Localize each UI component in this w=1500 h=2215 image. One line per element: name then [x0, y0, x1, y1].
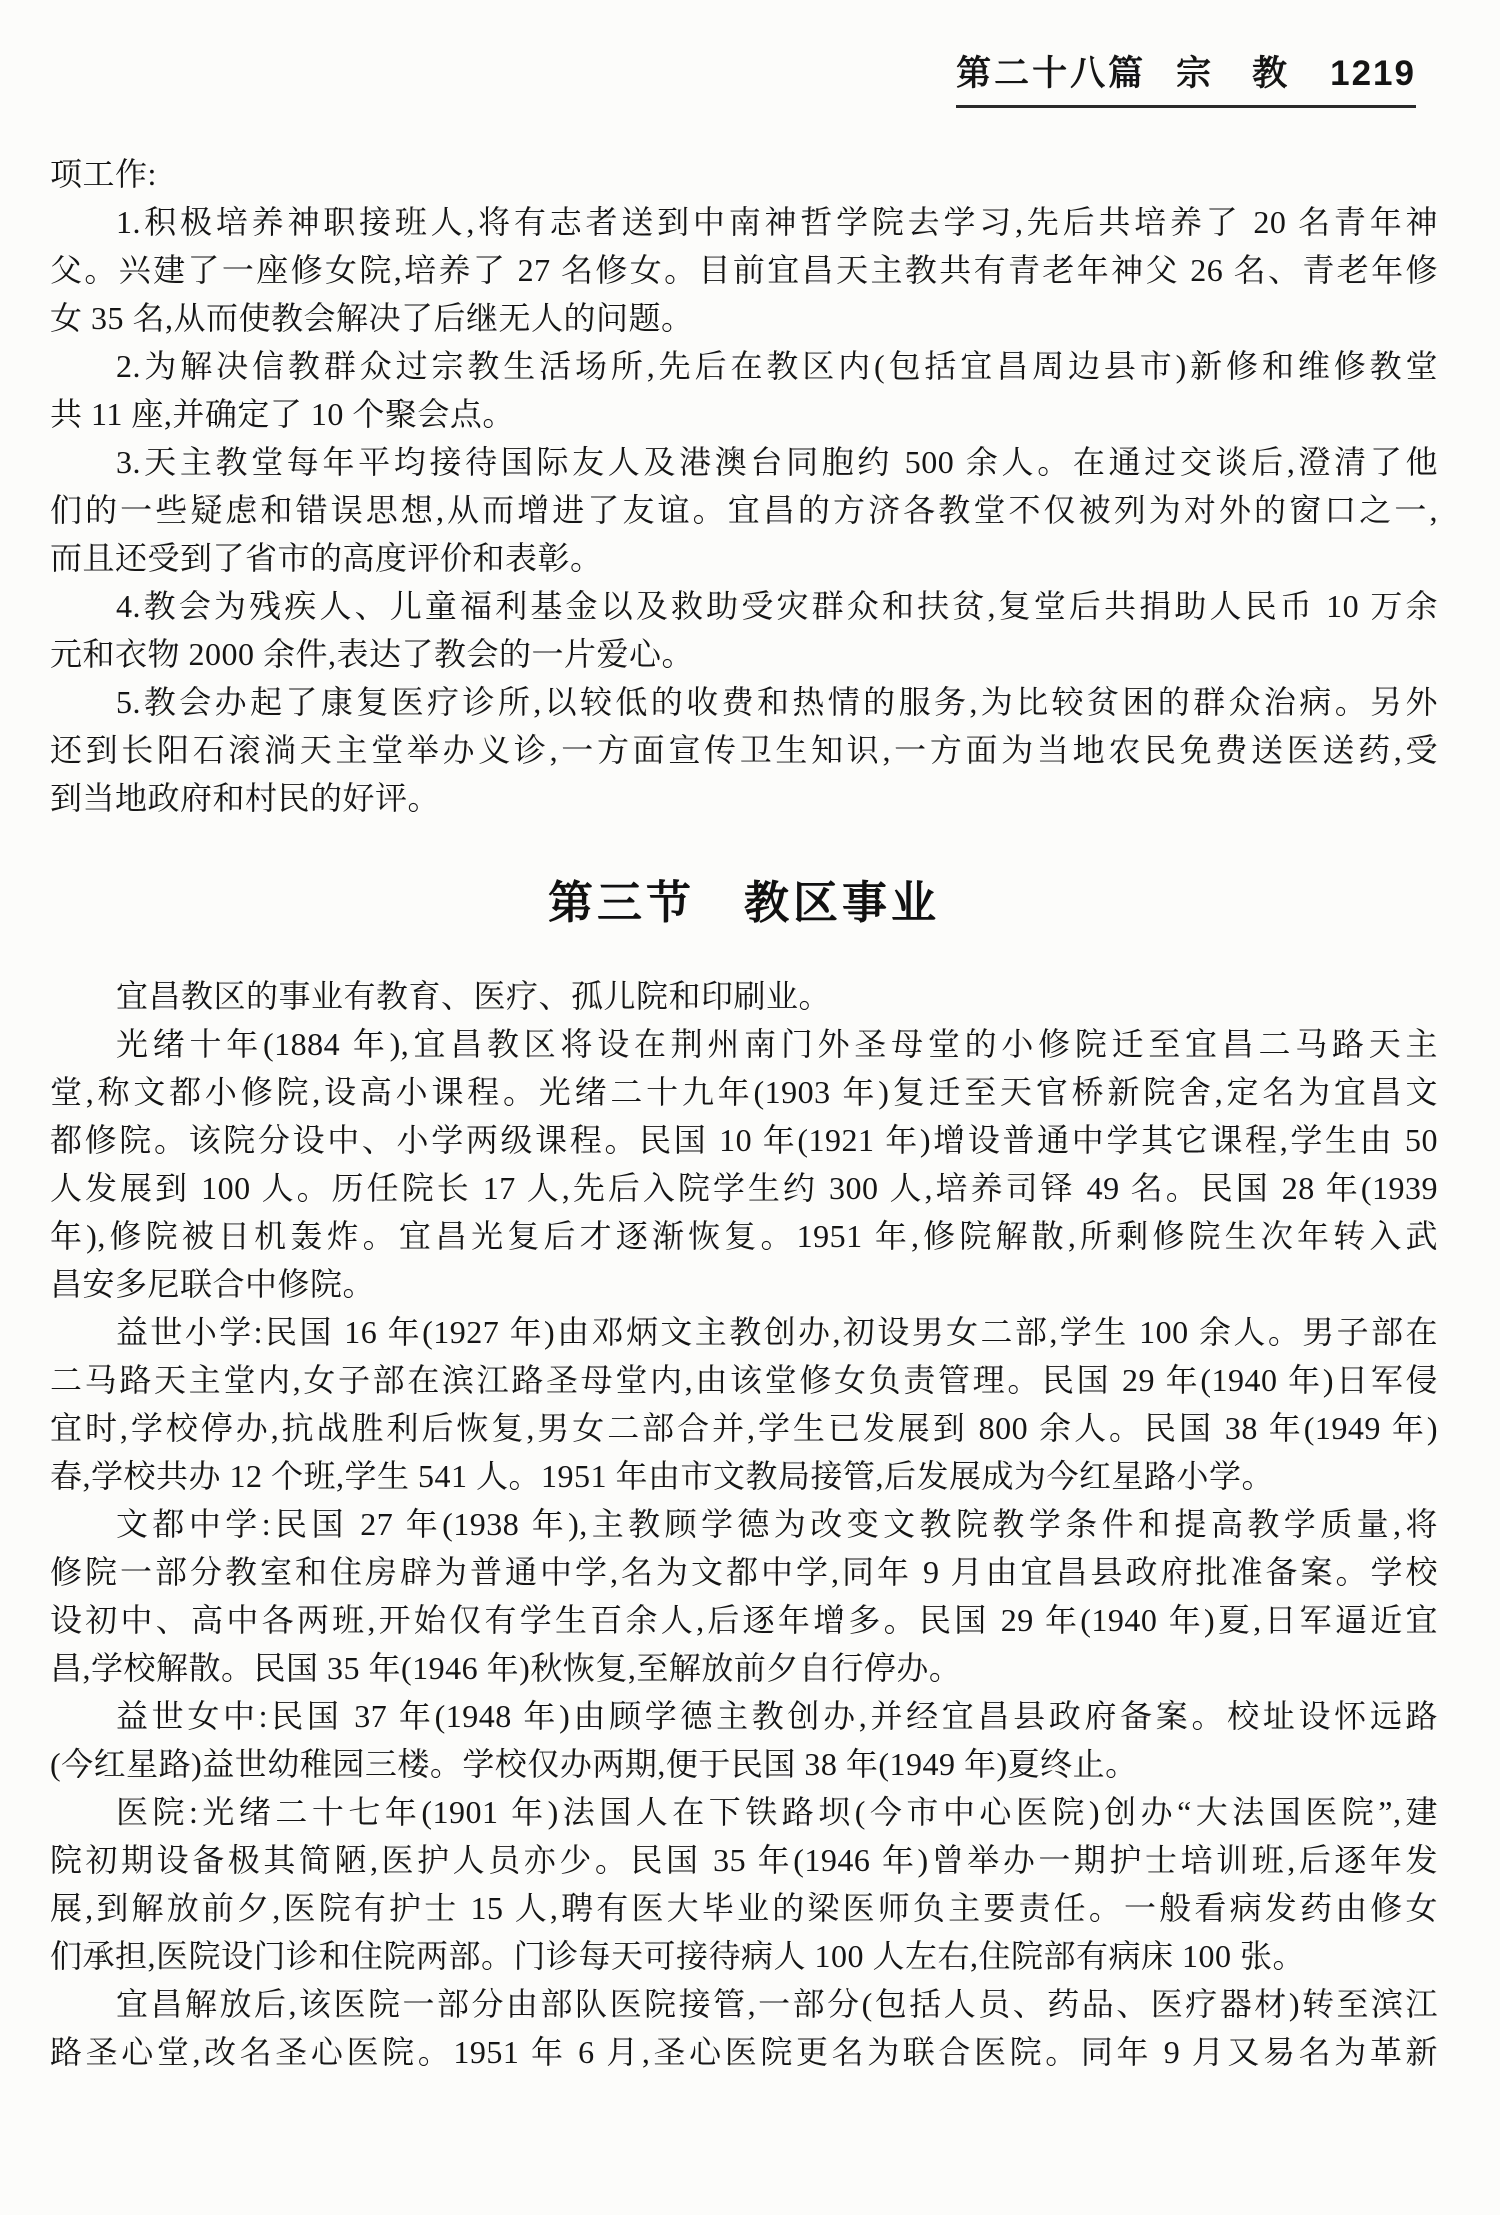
text-line: 父。兴建了一座修女院,培养了 27 名修女。目前宜昌天主教共有青老年神父 26 名、青老年修 [50, 252, 1438, 288]
text-line: 昌,学校解散。民国 35 年(1946 年)秋恢复,至解放前夕自行停办。 [50, 1650, 962, 1686]
running-head [956, 46, 1416, 108]
section-before-heading [50, 150, 1438, 822]
text-line: 都修院。该院分设中、小学两级课程。民国 10 年(1921 年)增设普通中学其它课程,学生由 50 [50, 1122, 1438, 1158]
text-line: 二马路天主堂内,女子部在滨江路圣母堂内,由该堂修女负责管理。民国 29 年(1940 年)日军侵 [50, 1362, 1438, 1398]
text-line: 宜时,学校停办,抗战胜利后恢复,男女二部合并,学生已发展到 800 余人。民国 38 年(1949 年) [50, 1410, 1438, 1446]
section-after-heading [50, 972, 1438, 2076]
text-line: (今红星路)益世幼稚园三楼。学校仅办两期,便于民国 38 年(1949 年)夏终止。 [50, 1746, 1138, 1782]
text-line: 益世小学:民国 16 年(1927 年)由邓炳文主教创办,初设男女二部,学生 100 余人。男子部在 [116, 1314, 1438, 1350]
text-line: 光绪十年(1884 年),宜昌教区将设在荆州南门外圣母堂的小修院迁至宜昌二马路天主 [116, 1026, 1438, 1062]
text-line: 女 35 名,从而使教会解决了后继无人的问题。 [50, 300, 694, 336]
text-line: 2.为解决信教群众过宗教生活场所,先后在教区内(包括宜昌周边县市)新修和维修教堂 [116, 348, 1438, 384]
text-line: 5.教会办起了康复医疗诊所,以较低的收费和热情的服务,为比较贫困的群众治病。另外 [116, 684, 1438, 720]
text-line: 修院一部分教室和住房辟为普通中学,名为文都中学,同年 9 月由宜昌县政府批准备案。学校 [50, 1554, 1438, 1590]
text-line: 们的一些疑虑和错误思想,从而增进了友谊。宜昌的方济各教堂不仅被列为对外的窗口之一, [50, 492, 1438, 528]
text-line: 春,学校共办 12 个班,学生 541 人。1951 年由市文教局接管,后发展成为今红星路小学。 [50, 1458, 1275, 1494]
text-line: 项工作: [50, 156, 157, 192]
text-line: 文都中学:民国 27 年(1938 年),主教顾学德为改变文教院教学条件和提高教学质量,将 [116, 1506, 1438, 1542]
text-line: 宜昌解放后,该医院一部分由部队医院接管,一部分(包括人员、药品、医疗器材)转至滨江 [116, 1986, 1438, 2022]
page-number: 1219 [1330, 54, 1416, 93]
text-line: 4.教会为残疾人、儿童福利基金以及救助受灾群众和扶贫,复堂后共捐助人民币 10 万余 [116, 588, 1438, 624]
running-head-chapter: 第二十八篇 [956, 54, 1147, 93]
section-heading: 第三节 教区事业 [547, 877, 940, 928]
text-line: 医院:光绪二十七年(1901 年)法国人在下铁路坝(今市中心医院)创办“大法国医院”,建 [116, 1794, 1438, 1830]
text-line: 共 11 座,并确定了 10 个聚会点。 [50, 396, 515, 432]
text-line: 到当地政府和村民的好评。 [50, 780, 441, 816]
text-line: 3.天主教堂每年平均接待国际友人及港澳台同胞约 500 余人。在通过交谈后,澄清了他 [116, 444, 1438, 480]
text-line: 而且还受到了省市的高度评价和表彰。 [50, 540, 603, 576]
text-line: 宜昌教区的事业有教育、医疗、孤儿院和印刷业。 [116, 978, 832, 1014]
text-line: 们承担,医院设门诊和住院两部。门诊每天可接待病人 100 人左右,住院部有病床 100 张。 [50, 1938, 1306, 1974]
text-line: 益世女中:民国 37 年(1948 年)由顾学德主教创办,并经宜昌县政府备案。校址设怀远路 [116, 1698, 1438, 1734]
text-line: 院初期设备极其简陋,医护人员亦少。民国 35 年(1946 年)曾举办一期护士培训班,后逐年发 [50, 1842, 1438, 1878]
text-line: 路圣心堂,改名圣心医院。1951 年 6 月,圣心医院更名为联合医院。同年 9 月又易名为革新 [50, 2034, 1438, 2070]
text-line: 元和衣物 2000 余件,表达了教会的一片爱心。 [50, 636, 695, 672]
text-block [50, 150, 1438, 2076]
text-line: 设初中、高中各两班,开始仅有学生百余人,后逐年增多。民国 29 年(1940 年)夏,日军逼近宜 [50, 1602, 1438, 1638]
text-line: 年),修院被日机轰炸。宜昌光复后才逐渐恢复。1951 年,修院解散,所剩修院生次年转入武 [50, 1218, 1438, 1254]
text-line: 堂,称文都小修院,设高小课程。光绪二十九年(1903 年)复迁至天官桥新院舍,定名为宜昌文 [50, 1074, 1438, 1110]
text-line: 人发展到 100 人。历任院长 17 人,先后入院学生约 300 人,培养司铎 49 名。民国 28 年(1939 [50, 1170, 1438, 1206]
text-line: 1.积极培养神职接班人,将有志者送到中南神哲学院去学习,先后共培养了 20 名青年神 [116, 204, 1438, 240]
text-line: 昌安多尼联合中修院。 [50, 1266, 376, 1302]
text-line: 还到长阳石滚淌天主堂举办义诊,一方面宣传卫生知识,一方面为当地农民免费送医送药,受 [50, 732, 1438, 768]
running-head-title: 宗 教 [1176, 54, 1291, 93]
text-line: 展,到解放前夕,医院有护士 15 人,聘有医大毕业的梁医师负主要责任。一般看病发药由修女 [50, 1890, 1438, 1926]
